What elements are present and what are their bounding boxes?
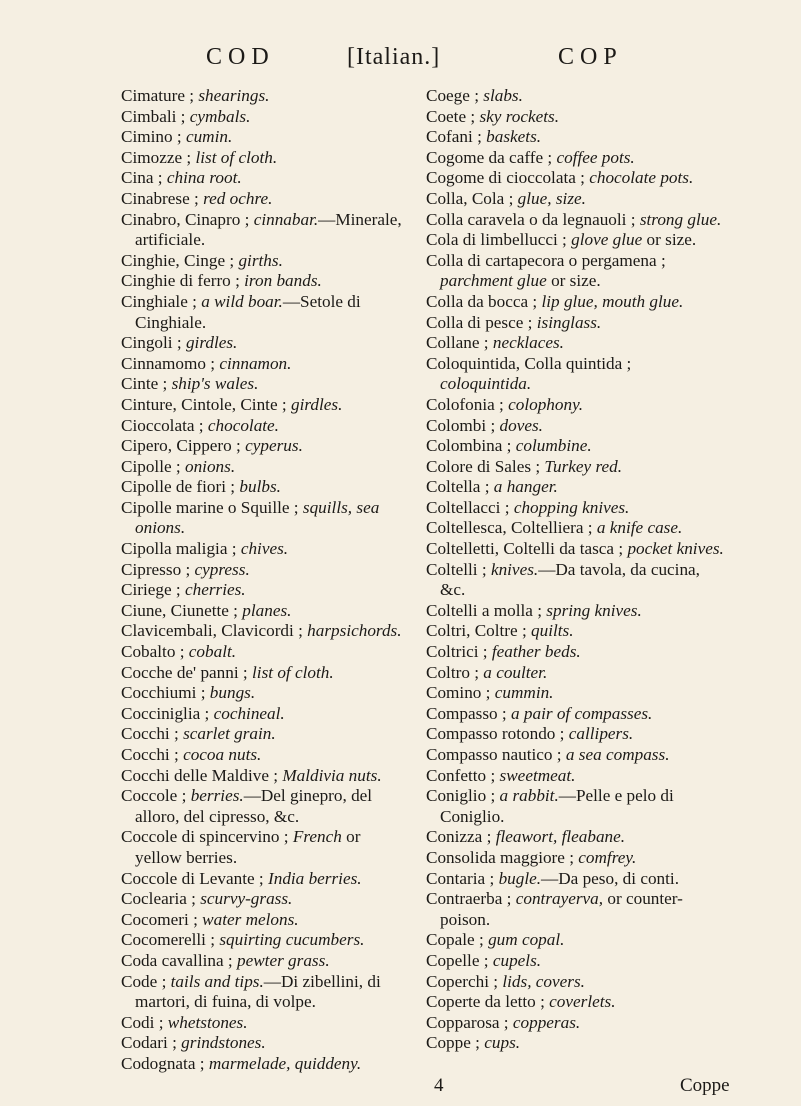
headword: Cinnamomo ; <box>121 353 220 373</box>
headword: Contraerba ; <box>426 889 516 909</box>
headword: Cinture, Cintole, Cinte ; <box>121 394 291 414</box>
translation: squirting cucumbers. <box>219 930 365 950</box>
translation: bugle. <box>498 868 542 888</box>
dictionary-entry <box>121 416 406 437</box>
dictionary-entry <box>426 518 726 539</box>
dictionary-entry <box>426 869 726 890</box>
translation: red ochre. <box>203 188 273 208</box>
headword: Cimature ; <box>121 86 199 105</box>
headword: Colombi ; <box>426 415 500 435</box>
headword: Conizza ; <box>426 827 496 847</box>
translation: onions. <box>184 456 236 476</box>
dictionary-entry <box>121 127 406 148</box>
dictionary-entry <box>426 724 726 745</box>
dictionary-entry <box>121 972 406 1013</box>
translation: knives. <box>490 559 539 579</box>
headword: Colla di pesce ; <box>426 312 537 332</box>
translation: scarlet grain. <box>183 724 276 744</box>
dictionary-entry <box>121 374 406 395</box>
entry-note: or counter-poison. <box>440 889 683 929</box>
entry-note: —Pelle e pelo di Coniglio. <box>440 786 674 826</box>
headword: Cipero, Cippero ; <box>121 436 246 456</box>
dictionary-entry <box>426 498 726 519</box>
headword: Coltelli ; <box>426 559 491 579</box>
dictionary-entry <box>426 107 726 128</box>
translation: girdles. <box>290 394 343 414</box>
dictionary-entry <box>121 498 406 539</box>
headword: Cipolle ; <box>121 456 185 476</box>
header-left-guide-word: COD <box>206 44 275 70</box>
headword: Ciriege ; <box>121 580 185 600</box>
headword: Coltro ; <box>426 662 484 682</box>
translation: gum copal. <box>488 930 565 950</box>
translation: sweetmeat. <box>499 765 576 785</box>
translation: strong glue. <box>639 209 722 229</box>
dictionary-entry <box>426 477 726 498</box>
entry-note: —Setole di Cinghiale. <box>135 291 361 332</box>
dictionary-entry <box>426 333 726 354</box>
headword: Codi ; <box>121 1012 168 1032</box>
dictionary-entry <box>121 704 406 725</box>
translation: spring knives. <box>546 600 642 620</box>
headword: Cina ; <box>121 168 167 188</box>
headword: Cinte ; <box>121 374 172 394</box>
dictionary-entry <box>121 951 406 972</box>
translation: quilts. <box>531 621 574 641</box>
dictionary-entry <box>426 889 726 930</box>
dictionary-entry <box>121 663 406 684</box>
headword: Coltelli a molla ; <box>426 600 547 620</box>
dictionary-entry <box>426 992 726 1013</box>
headword: Codognata ; <box>121 1053 209 1073</box>
translation: comfrey. <box>578 847 637 867</box>
dictionary-entry <box>121 724 406 745</box>
headword: Cocomerelli ; <box>121 930 220 950</box>
headword: Coege ; <box>426 86 484 105</box>
translation: cymbals. <box>189 106 251 126</box>
headword: Coltellacci ; <box>426 497 514 517</box>
translation: isinglass. <box>536 312 602 332</box>
dictionary-entry <box>426 148 726 169</box>
translation: coloquintida. <box>440 374 532 394</box>
headword: Code ; <box>121 971 171 991</box>
dictionary-entry <box>426 786 726 827</box>
headword: Colla caravela o da legnauoli ; <box>426 209 640 229</box>
translation: glove glue <box>571 230 643 250</box>
dictionary-entry <box>121 910 406 931</box>
translation: ship's wales. <box>171 374 259 394</box>
translation: sky rockets. <box>479 106 560 126</box>
translation: cherries. <box>184 580 246 600</box>
translation: iron bands. <box>244 271 322 291</box>
dictionary-entry <box>121 869 406 890</box>
headword: Codari ; <box>121 1033 182 1053</box>
dictionary-entry <box>121 436 406 457</box>
headword: Coltelletti, Coltelli da tasca ; <box>426 539 628 559</box>
dictionary-entry <box>426 663 726 684</box>
headword: Cocomeri ; <box>121 909 203 929</box>
page-footer <box>0 1075 801 1099</box>
headword: Cipolle marine o Squille ; <box>121 497 303 517</box>
headword: Coniglio ; <box>426 786 500 806</box>
translation: glue, size. <box>517 188 586 208</box>
dictionary-entry <box>426 1033 726 1054</box>
dictionary-entry <box>426 292 726 313</box>
dictionary-entry <box>121 1013 406 1034</box>
dictionary-entry <box>121 107 406 128</box>
headword: Cimino ; <box>121 127 186 147</box>
dictionary-entry <box>426 457 726 478</box>
dictionary-entry <box>426 189 726 210</box>
dictionary-entry <box>426 354 726 395</box>
translation: chopping knives. <box>513 497 630 517</box>
headword: Confetto ; <box>426 765 500 785</box>
headword: Cocche de' panni ; <box>121 662 253 682</box>
headword: Cinabrese ; <box>121 188 204 208</box>
headword: Coltella ; <box>426 477 494 497</box>
headword: Cocchi delle Maldive ; <box>121 765 283 785</box>
headword: Coppe ; <box>426 1033 485 1053</box>
translation: scurvy-grass. <box>200 889 293 909</box>
translation: cups. <box>484 1033 521 1053</box>
headword: Copelle ; <box>426 950 493 970</box>
headword: Cocchiumi ; <box>121 683 210 703</box>
dictionary-entry <box>121 189 406 210</box>
translation: squills, sea onions. <box>135 497 380 538</box>
translation: grindstones. <box>181 1033 266 1053</box>
translation: a coulter. <box>483 662 548 682</box>
catchword: Coppe <box>680 1075 730 1096</box>
page-number: 4 <box>434 1075 444 1096</box>
headword: Coltri, Coltre ; <box>426 621 532 641</box>
dictionary-entry <box>121 457 406 478</box>
dictionary-entry <box>121 745 406 766</box>
translation: callipers. <box>568 724 634 744</box>
translation: planes. <box>242 600 292 620</box>
headword: Cingoli ; <box>121 333 186 353</box>
entry-note: or size. <box>642 230 697 250</box>
headword: Cogome da caffe ; <box>426 147 557 167</box>
headword: Cipresso ; <box>121 559 195 579</box>
translation: coffee pots. <box>556 147 635 167</box>
dictionary-entry <box>121 642 406 663</box>
dictionary-entry <box>426 621 726 642</box>
headword: Consolida maggiore ; <box>426 847 579 867</box>
translation: shearings. <box>198 86 270 105</box>
headword: Colla da bocca ; <box>426 291 542 311</box>
headword: Colore di Sales ; <box>426 456 545 476</box>
translation: parchment glue <box>440 271 547 291</box>
headword: Cola di limbellucci ; <box>426 230 572 250</box>
headword: Compasso nautico ; <box>426 745 566 764</box>
dictionary-entry <box>121 786 406 827</box>
headword: Coccole ; <box>121 786 191 806</box>
dictionary-entry <box>121 168 406 189</box>
dictionary-entry <box>426 848 726 869</box>
translation: bungs. <box>209 683 256 703</box>
dictionary-entry <box>121 930 406 951</box>
headword: Coloquintida, Colla quintida ; <box>426 353 632 373</box>
dictionary-entry <box>426 416 726 437</box>
headword: Cocchi ; <box>121 724 184 744</box>
dictionary-entry <box>121 601 406 622</box>
dictionary-entry <box>426 683 726 704</box>
dictionary-entry <box>121 86 406 107</box>
dictionary-entry <box>121 683 406 704</box>
dictionary-entry <box>426 704 726 725</box>
translation: slabs. <box>483 86 523 105</box>
dictionary-entry <box>121 580 406 601</box>
translation: girths. <box>238 250 283 270</box>
headword: Coccole di Levante ; <box>121 868 268 888</box>
entry-note: —Di zibellini, di martori, di fuina, di volpe. <box>135 971 381 1012</box>
headword: Coete ; <box>426 106 480 126</box>
dictionary-entry <box>426 951 726 972</box>
headword: Cipolle de fiori ; <box>121 477 240 497</box>
dictionary-entry <box>426 210 726 231</box>
header-right-guide-word: COP <box>558 44 623 70</box>
translation: list of cloth. <box>252 662 334 682</box>
translation: chocolate. <box>207 415 279 435</box>
translation: chives. <box>240 539 289 559</box>
translation: baskets. <box>486 127 542 147</box>
translation: a pair of compasses. <box>511 703 653 723</box>
dictionary-entry <box>121 889 406 910</box>
headword: Cinghiale ; <box>121 291 202 311</box>
headword: Cimozze ; <box>121 147 196 167</box>
translation: copperas. <box>512 1012 581 1032</box>
translation: a hanger. <box>493 477 558 497</box>
dictionary-entry <box>121 1033 406 1054</box>
translation: feather beds. <box>491 642 581 662</box>
translation: colophony. <box>508 394 584 414</box>
translation: cumin. <box>185 127 233 147</box>
headword: Cinghie di ferro ; <box>121 271 245 291</box>
translation: a wild boar. <box>201 291 283 311</box>
translation: coverlets. <box>549 992 616 1012</box>
dictionary-entry <box>426 766 726 787</box>
translation: cobalt. <box>188 642 237 662</box>
translation: cinnabar. <box>253 209 319 229</box>
translation: tails and tips. <box>170 971 264 991</box>
dictionary-entry <box>121 1054 406 1075</box>
entry-note: or size. <box>546 271 601 291</box>
translation: French <box>292 827 342 847</box>
dictionary-entry <box>121 477 406 498</box>
dictionary-entry <box>121 292 406 333</box>
translation: girdles. <box>185 333 238 353</box>
translation: contrayerva, <box>515 889 604 909</box>
left-column <box>121 86 406 1075</box>
dictionary-entry <box>426 86 726 107</box>
headword: Cocciniglia ; <box>121 703 214 723</box>
entry-note: —Del ginepro, del alloro, del cipresso, &c. <box>135 786 373 826</box>
translation: cocoa nuts. <box>183 745 262 764</box>
headword: Coperte da letto ; <box>426 992 550 1012</box>
translation: cypress. <box>194 559 250 579</box>
dictionary-entry <box>426 1013 726 1034</box>
translation: cummin. <box>494 683 554 703</box>
headword: Comino ; <box>426 683 495 703</box>
dictionary-entry <box>426 127 726 148</box>
headword: Coclearia ; <box>121 889 201 909</box>
dictionary-entry <box>426 539 726 560</box>
translation: china root. <box>166 168 242 188</box>
headword: Colla, Cola ; <box>426 188 518 208</box>
dictionary-entry <box>121 827 406 868</box>
headword: Coltrici ; <box>426 642 492 662</box>
dictionary-entry <box>121 354 406 375</box>
running-header <box>0 44 801 74</box>
translation: chocolate pots. <box>589 168 694 188</box>
dictionary-entry <box>121 333 406 354</box>
translation: lids, covers. <box>502 971 585 991</box>
dictionary-entry <box>121 148 406 169</box>
headword: Coltellesca, Coltelliera ; <box>426 518 597 538</box>
headword: Ciune, Ciunette ; <box>121 600 243 620</box>
headword: Cofani ; <box>426 127 487 147</box>
dictionary-entry <box>426 251 726 292</box>
translation: cochineal. <box>213 703 285 723</box>
translation: whetstones. <box>167 1012 248 1032</box>
translation: cyperus. <box>245 436 303 456</box>
headword: Contaria ; <box>426 868 499 888</box>
right-column <box>426 86 726 1054</box>
headword: Cogome di cioccolata ; <box>426 168 590 188</box>
headword: Copparosa ; <box>426 1012 513 1032</box>
headword: Collane ; <box>426 333 493 353</box>
translation: fleawort, fleabane. <box>495 827 626 847</box>
dictionary-entry <box>121 539 406 560</box>
headword: Cobalto ; <box>121 642 189 662</box>
dictionary-entry <box>121 251 406 272</box>
translation: cupels. <box>492 950 542 970</box>
entry-note: —Da tavola, da cucina, &c. <box>440 559 700 600</box>
dictionary-entry <box>426 972 726 993</box>
dictionary-entry <box>426 436 726 457</box>
translation: necklaces. <box>492 333 564 353</box>
translation: doves. <box>499 415 543 435</box>
translation: Maldivia nuts. <box>282 765 382 785</box>
dictionary-entry <box>426 230 726 251</box>
translation: berries. <box>190 786 244 806</box>
translation: cinnamon. <box>219 353 292 373</box>
translation: a sea compass. <box>565 745 670 764</box>
translation: columbine. <box>515 436 592 456</box>
dictionary-entry <box>426 745 726 766</box>
dictionary-entry <box>426 395 726 416</box>
header-language-label: [Italian.] <box>347 44 441 70</box>
dictionary-entry <box>121 395 406 416</box>
dictionary-entry <box>426 313 726 334</box>
translation: Turkey red. <box>544 456 623 476</box>
headword: Cinghie, Cinge ; <box>121 250 239 270</box>
headword: Colombina ; <box>426 436 516 456</box>
translation: a rabbit. <box>499 786 559 806</box>
headword: Colofonia ; <box>426 394 509 414</box>
dictionary-entry <box>426 601 726 622</box>
headword: Compasso rotondo ; <box>426 724 569 744</box>
entry-note: or yellow berries. <box>135 827 361 867</box>
headword: Colla di cartapecora o pergamena ; <box>426 250 666 270</box>
dictionary-entry <box>426 930 726 951</box>
headword: Cinabro, Cinapro ; <box>121 209 254 229</box>
entry-note: —Da peso, di conti. <box>541 868 680 888</box>
dictionary-entry <box>121 766 406 787</box>
translation: marmelade, quiddeny. <box>208 1053 362 1073</box>
headword: Clavicembali, Clavicordi ; <box>121 621 308 641</box>
translation: harpsichords. <box>307 621 402 641</box>
dictionary-entry <box>121 621 406 642</box>
headword: Copale ; <box>426 930 489 950</box>
headword: Cocchi ; <box>121 745 184 764</box>
headword: Cipolla maligia ; <box>121 539 241 559</box>
dictionary-entry <box>121 271 406 292</box>
dictionary-entry <box>426 827 726 848</box>
headword: Coperchi ; <box>426 971 503 991</box>
headword: Cioccolata ; <box>121 415 208 435</box>
translation: India berries. <box>268 868 362 888</box>
headword: Cimbali ; <box>121 106 190 126</box>
translation: a knife case. <box>596 518 683 538</box>
headword: Coccole di spincervino ; <box>121 827 293 847</box>
dictionary-entry <box>426 642 726 663</box>
dictionary-entry <box>426 168 726 189</box>
translation: water melons. <box>202 909 299 929</box>
translation: pewter grass. <box>236 950 330 970</box>
dictionary-entry <box>121 210 406 251</box>
translation: lip glue, mouth glue. <box>541 291 684 311</box>
headword: Compasso ; <box>426 703 511 723</box>
headword: Coda cavallina ; <box>121 950 237 970</box>
translation: pocket knives. <box>627 539 724 559</box>
dictionary-entry <box>121 560 406 581</box>
translation: list of cloth. <box>195 147 278 167</box>
dictionary-entry <box>426 560 726 601</box>
translation: bulbs. <box>239 477 281 497</box>
entry-note: —Minerale, artificiale. <box>135 209 402 250</box>
